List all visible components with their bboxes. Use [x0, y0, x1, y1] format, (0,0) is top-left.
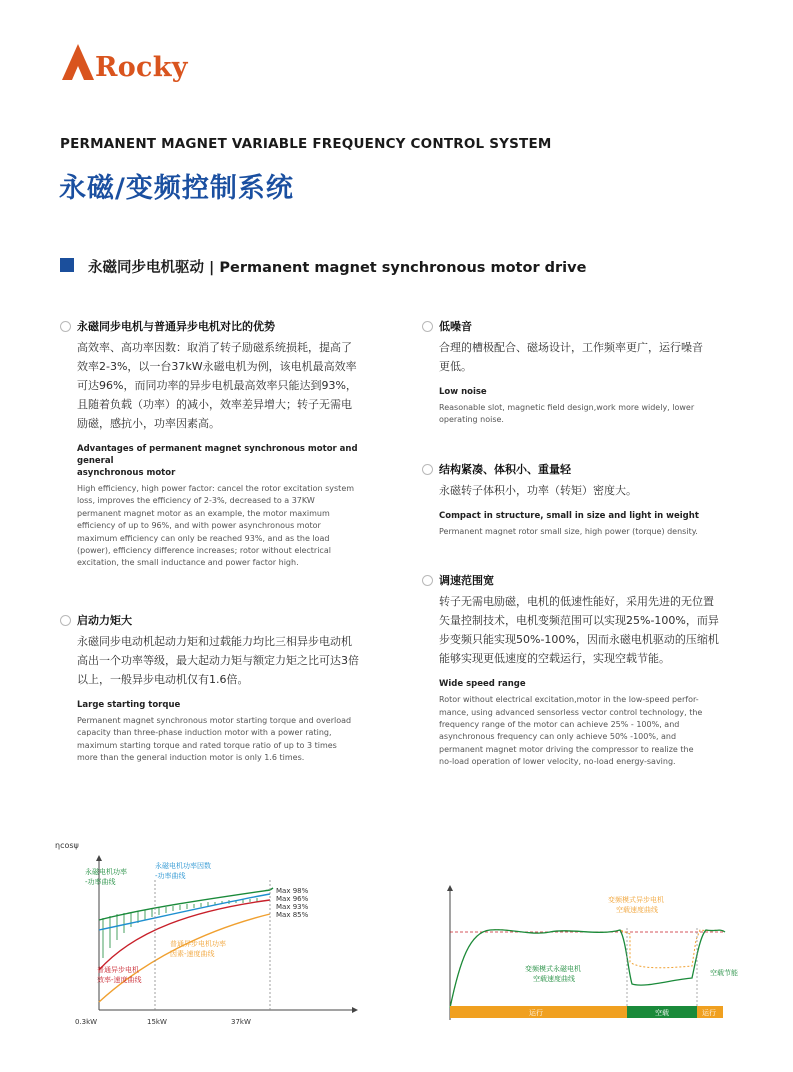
feature-heading-cn: 低噪音: [439, 320, 472, 333]
section-marker: [60, 258, 74, 272]
feature-text-en: [439, 402, 742, 427]
text-line: 更低。: [439, 360, 472, 373]
feature-text-cn: [439, 592, 742, 668]
bullet-icon: [422, 575, 433, 586]
text-line: asynchronous frequency can only achieve 50% -100%, and: [439, 732, 677, 742]
feature-block: [422, 318, 742, 427]
feature-text-cn: [439, 338, 742, 376]
text-line: 可达96%，而同功率的异步电机最高效率只能达到93%，: [77, 379, 357, 392]
legend-pm-efficiency-1: 永磁电机功率: [85, 868, 127, 876]
text-line: no-load operation of lower velocity, no-load energy-saving.: [439, 757, 676, 767]
text-line: capacity than three-phase induction motor with a power rating,: [77, 728, 332, 738]
feature-heading-en: [77, 699, 380, 711]
page-title-en: PERMANENT MAGNET VARIABLE FREQUENCY CONTROL SYSTEM: [60, 136, 552, 152]
text-line: maximum efficiency can only be reached 93%, and as the load: [77, 533, 330, 543]
feature-heading-en: [439, 510, 742, 522]
feature-heading-cn: 结构紧凑、体积小、重量轻: [439, 462, 571, 476]
text-line: operating noise.: [439, 415, 504, 425]
text-line: 永磁同步电动机起动力矩和过载能力均比三相异步电动机: [77, 634, 352, 648]
feature-block: [60, 612, 380, 765]
text-line: efficiency of up to 96%, and with power asynchronous motor: [77, 521, 321, 531]
text-line: (power), efficiency difference increases; rotor without electrical: [77, 546, 331, 556]
text-line: Rotor without electrical excitation,motor in the low-speed perfor-: [439, 695, 699, 705]
async-power-factor-curve: [99, 914, 270, 1002]
feature-text-en: [77, 715, 380, 765]
text-line: 高效率、高功率因数：取消了转子励磁系统损耗，提高了: [77, 341, 352, 354]
text-line: maximum starting torque and rated torque ratio of up to 3 times: [77, 740, 337, 750]
text-line: 且随着负载（功率）的减小，效率差异增大；转子无需电: [77, 398, 352, 411]
phase-label: 运行: [702, 1009, 716, 1017]
feature-heading-cn: 启动力矩大: [77, 613, 132, 627]
feature-text-en: [439, 694, 742, 768]
text-line: asynchronous motor: [77, 468, 176, 478]
text-line: frequency range of the motor can achieve 25% - 100%, and: [439, 720, 680, 730]
max-label: Max 98%: [276, 887, 309, 895]
feature-heading-cn: 调速范围宽: [439, 574, 494, 588]
text-line: 以上，一般异步电动机仅有1.6倍。: [77, 672, 249, 686]
bullet-icon: [422, 321, 433, 332]
legend-async-pf-1: 普通异步电机功率: [170, 940, 226, 948]
legend-pm-1: 变频模式永磁电机: [525, 965, 581, 973]
feature-heading-en: [439, 678, 742, 690]
text-line: Wide speed range: [439, 679, 526, 690]
text-line: Advantages of permanent magnet synchronous motor and general: [77, 444, 358, 466]
efficiency-chart: [55, 830, 395, 1035]
legend-async-pf-2: 因素-速度曲线: [170, 950, 215, 958]
text-line: more than the general induction motor is only 1.6 times.: [77, 753, 305, 763]
max-label: Max 85%: [276, 911, 309, 919]
y-axis-label: ηcosψ: [55, 841, 79, 850]
legend-pm-pf-1: 永磁电机功率因数: [155, 862, 211, 870]
async-efficiency-curve: [99, 900, 270, 970]
section-title: 永磁同步电机驱动 | Permanent magnet synchronous motor drive: [88, 260, 587, 276]
text-line: Low noise: [439, 387, 487, 397]
async-speed-curve: [450, 930, 725, 1008]
phase-label: 空载: [655, 1009, 669, 1017]
brand-name: Rocky: [95, 52, 188, 83]
legend-pm-2: 空载速度曲线: [533, 975, 575, 983]
feature-text-cn: [439, 481, 742, 500]
feature-heading-en: [439, 386, 742, 398]
x-tick-label: 0.3kW: [75, 1018, 98, 1026]
feature-block: [422, 572, 742, 768]
bullet-icon: [60, 321, 71, 332]
pm-efficiency-end: [270, 888, 273, 890]
text-line: Permanent magnet rotor small size, high power (torque) density.: [439, 526, 698, 536]
feature-text-cn: [77, 632, 380, 689]
text-line: High efficiency, high power factor: cancel the rotor excitation system: [77, 484, 355, 493]
pm-speed-curve: [450, 930, 725, 1008]
feature-heading-en: [77, 443, 380, 479]
text-line: Compact in structure, small in size and light in weight: [439, 510, 699, 521]
text-line: 转子无需电励磁，电机的低速性能好，采用先进的无位置: [439, 595, 714, 609]
energy-saving-label: 空载节能: [710, 969, 738, 977]
legend-pm-efficiency-2: -功率曲线: [85, 878, 116, 886]
text-line: Permanent magnet synchronous motor starting torque and overload: [77, 715, 352, 725]
max-label: Max 93%: [276, 903, 309, 911]
left-column: [60, 318, 380, 764]
text-line: 高出一个功率等级，最大起动力矩与额定力矩之比可达3倍: [77, 653, 359, 667]
feature-block: [422, 461, 742, 538]
pm-efficiency-curve: [99, 890, 270, 920]
text-line: 永磁转子体积小，功率（转矩）密度大。: [439, 483, 637, 497]
right-column: [422, 318, 742, 769]
text-line: loss, improves the efficiency of 2-3%, decreased to a 37KW: [77, 496, 315, 506]
page-title-cn: 永磁/变频控制系统: [59, 173, 294, 204]
text-line: 效率2-3%，以一台37kW永磁电机为例，该电机最高效率: [77, 360, 357, 373]
text-line: mance, using advanced sensorless vector control technology, the: [439, 707, 703, 717]
x-tick-label: 15kW: [147, 1018, 167, 1026]
text-line: 步变频只能实现50%-100%，因而永磁电机驱动的压缩机: [439, 633, 719, 647]
bullet-icon: [422, 464, 433, 475]
legend-async-2: 空载速度曲线: [616, 906, 658, 914]
text-line: excitation, the small inductance and power factor high.: [77, 558, 299, 568]
text-line: 励磁，感抗小，功率因素高。: [77, 417, 220, 430]
text-line: 合理的槽极配合、磁场设计，工作频率更广，运行噪音: [439, 341, 703, 354]
feature-block: [60, 318, 380, 570]
text-line: permanent magnet motor as an example, the motor maximum: [77, 508, 330, 518]
legend-async-eff-1: 普通异步电机: [97, 966, 139, 974]
x-tick-label: 37kW: [231, 1018, 251, 1026]
text-line: 矢量控制技术，电机变频范围可以实现25%-100%，而异: [439, 614, 719, 628]
bullet-icon: [60, 615, 71, 626]
speed-chart: [430, 880, 750, 1025]
max-label: Max 96%: [276, 895, 309, 903]
text-line: 能够实现更低速度的空载运行，实现空载节能。: [439, 652, 670, 666]
text-line: Reasonable slot, magnetic field design,work more widely, lower: [439, 403, 695, 412]
feature-text-en: [77, 483, 380, 570]
legend-pm-pf-2: -功率曲线: [155, 872, 186, 880]
feature-heading-cn: 永磁同步电机与普通异步电机对比的优势: [77, 320, 275, 333]
text-line: permanent magnet motor driving the compressor to realize the: [439, 744, 694, 754]
text-line: Large starting torque: [77, 699, 181, 710]
pm-power-factor-curve: [99, 894, 270, 930]
phase-label: 运行: [529, 1009, 543, 1017]
legend-async-1: 变频模式异步电机: [608, 896, 664, 904]
legend-async-eff-2: 效率-速度曲线: [97, 976, 142, 984]
feature-text-en: [439, 526, 742, 538]
efficiency-gap-hatch: [103, 898, 257, 958]
feature-text-cn: [77, 338, 380, 433]
